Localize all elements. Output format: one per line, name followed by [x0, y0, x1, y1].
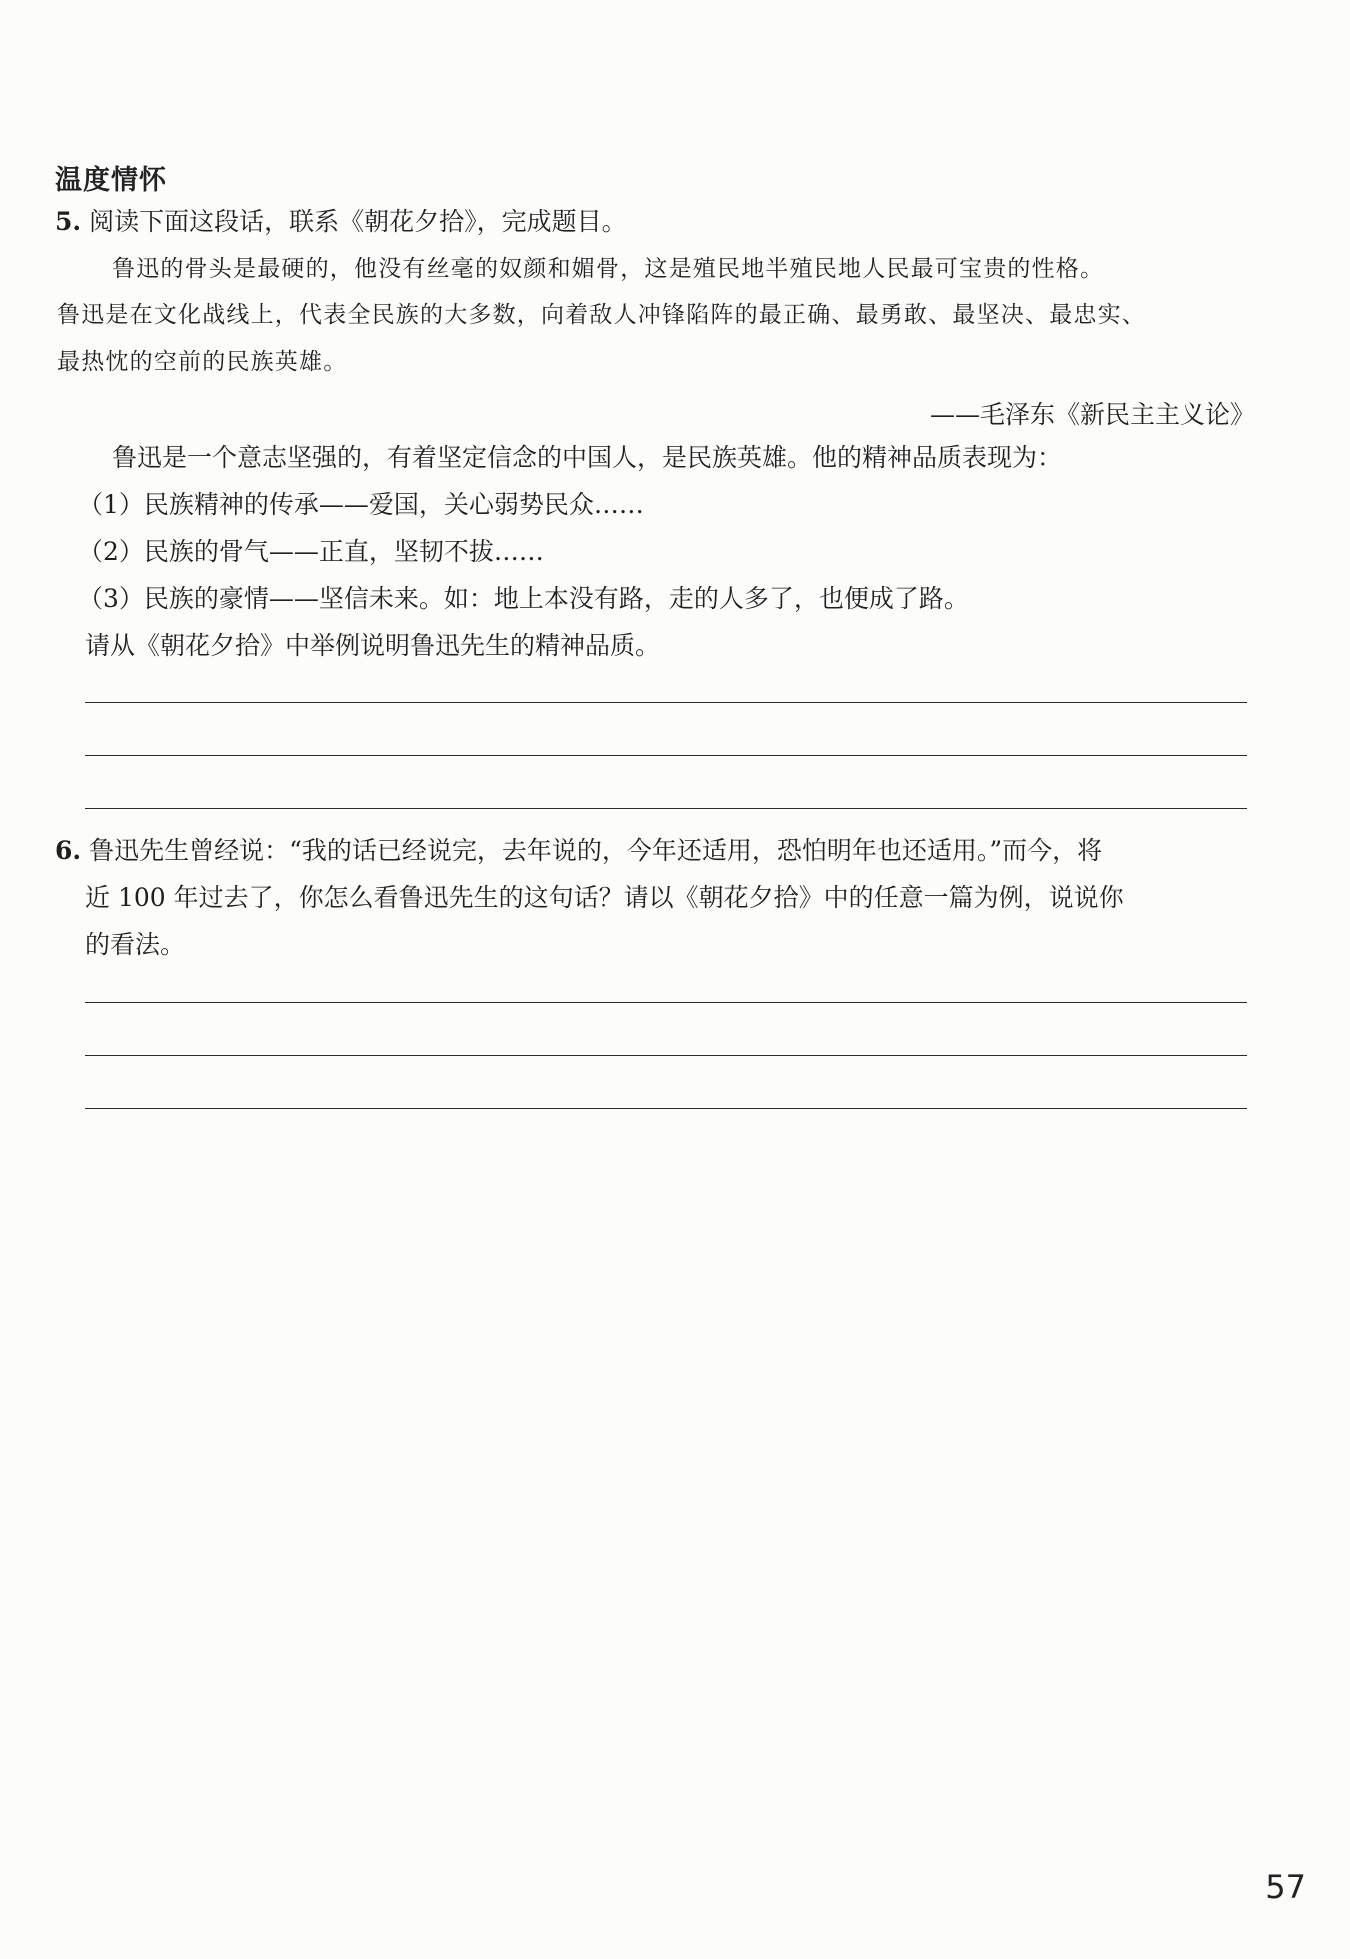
question-5-item-1: （1）民族精神的传承——爱国，关心弱势民众…… — [78, 490, 644, 519]
question-5-intro: 鲁迅是一个意志坚强的，有着坚定信念的中国人，是民族英雄。他的精神品质表现为： — [112, 443, 1063, 472]
answer-line-q6-1[interactable] — [85, 1002, 1247, 1003]
question-5-task: 请从《朝花夕拾》中举例说明鲁迅先生的精神品质。 — [85, 631, 661, 660]
quote-line-3: 最热忱的空前的民族英雄。 — [57, 349, 348, 375]
quote-line-2: 鲁迅是在文化战线上，代表全民族的大多数，向着敌人冲锋陷阵的最正确、最勇敢、最坚决、最忠实、 — [57, 302, 1146, 328]
question-5-item-3: （3）民族的豪情——坚信未来。如：地上本没有路，走的人多了，也便成了路。 — [78, 584, 969, 613]
question-5-prompt — [55, 207, 627, 237]
answer-line-q5-2[interactable] — [85, 755, 1247, 756]
answer-line-q6-3[interactable] — [85, 1108, 1247, 1109]
answer-line-q6-2[interactable] — [85, 1055, 1247, 1056]
page-number: 57 — [1265, 1868, 1306, 1906]
question-5-text: 阅读下面这段话，联系《朝花夕拾》，完成题目。 — [89, 207, 627, 236]
answer-line-q5-1[interactable] — [85, 702, 1247, 703]
section-title: 温度情怀 — [55, 165, 167, 196]
quote-source: ——毛泽东《新民主主义论》 — [929, 400, 1255, 429]
question-6-line-2: 近 100 年过去了，你怎么看鲁迅先生的这句话？请以《朝花夕拾》中的任意一篇为例，说说你 — [85, 883, 1124, 912]
question-6-line-3: 的看法。 — [85, 930, 186, 959]
question-6-line-1 — [55, 836, 1102, 866]
question-6-number: 6. — [55, 836, 82, 865]
answer-line-q5-3[interactable] — [85, 808, 1247, 809]
question-6-text-1: 鲁迅先生曾经说：“我的话已经说完，去年说的，今年还适用，恐怕明年也还适用。”而今，将 — [89, 836, 1103, 865]
quote-line-1: 鲁迅的骨头是最硬的，他没有丝毫的奴颜和媚骨，这是殖民地半殖民地人民最可宝贵的性格。 — [112, 256, 1105, 282]
question-5-item-2: （2）民族的骨气——正直，坚韧不拔…… — [78, 537, 544, 566]
question-5-number: 5. — [55, 207, 82, 236]
